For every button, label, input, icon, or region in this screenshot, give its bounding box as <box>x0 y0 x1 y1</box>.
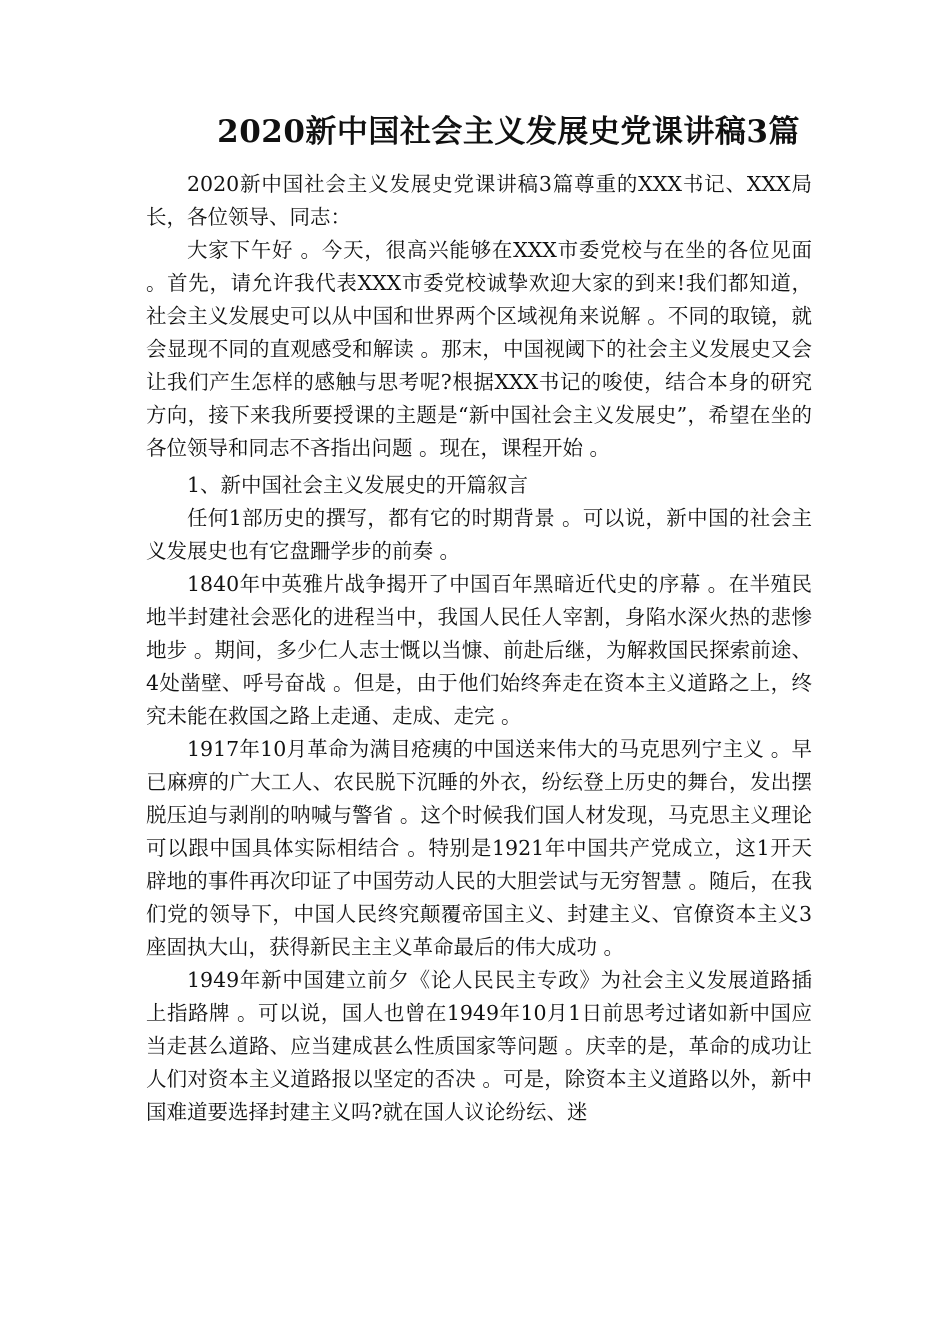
paragraph-greeting: 2020新中国社会主义发展史党课讲稿3篇尊重的XXX书记、XXX局长，各位领导、同志： <box>146 172 812 229</box>
paragraph-opening: 大家下午好 。今天，很高兴能够在XXX市委党校与在坐的各位见面 。首先，请允许我代表XXX市委党校诚挚欢迎大家的到来!我们都知道，社会主义发展史可以从中国和世界两个区域视角来说解 。不同的取镜，就会显现不同的直观感受和解读 。那末，中国视阈下的社会主义发展史又会让我们产生怎样的感触与思考呢?根据XXX书记的唆使，结合本身的研究方向，接下来我所要授课的主题是“新中国社会主义发展史”，希望在坐的各位领导和同志不吝指出问题 。现在，课程开始 。 <box>146 238 812 460</box>
paragraph-1949: 1949年新中国建立前夕《论人民民主专政》为社会主义发展道路插上指路牌 。可以说，国人也曾在1949年10月1日前思考过诸如新中国应当走甚么道路、应当建成甚么性质国家等问题 。庆幸的是，革命的成功让人们对资本主义道路报以坚定的否决 。可是，除资本主义道路以外，新中国难道要选择封建主义吗?就在国人议论纷纭、迷 <box>146 968 812 1124</box>
paragraph-1917: 1917年10月革命为满目疮痍的中国送来伟大的马克思列宁主义 。早已麻痹的广大工人、农民脱下沉睡的外衣，纷纭登上历史的舞台，发出摆脱压迫与剥削的呐喊与警省 。这个时候我们国人材发现，马克思主义理论可以跟中国具体实际相结合 。特别是1921年中国共产党成立，这1开天辟地的事件再次印证了中国劳动人民的大胆尝试与无穷智慧 。随后，在我们党的领导下，中国人民终究颠覆帝国主义、封建主义、官僚资本主义3座固执大山，获得新民主主义革命最后的伟大成功 。 <box>146 737 812 959</box>
paragraph-background: 任何1部历史的撰写，都有它的时期背景 。可以说，新中国的社会主义发展史也有它盘跚学步的前奏 。 <box>146 506 812 563</box>
document-body <box>146 168 812 1129</box>
section-heading: 1、新中国社会主义发展史的开篇叙言 <box>187 473 529 497</box>
paragraph-1840: 1840年中英雅片战争揭开了中国百年黑暗近代史的序幕 。在半殖民地半封建社会恶化的进程当中，我国人民任人宰割，身陷水深火热的悲惨地步 。期间，多少仁人志士慨以当慷、前赴后继，为解救国民探索前途、4处凿壁、呼号奋战 。但是，由于他们始终奔走在资本主义道路之上，终究未能在救国之路上走通、走成、走完 。 <box>146 572 812 728</box>
document-title: 2020新中国社会主义发展史党课讲稿3篇 <box>217 114 800 150</box>
